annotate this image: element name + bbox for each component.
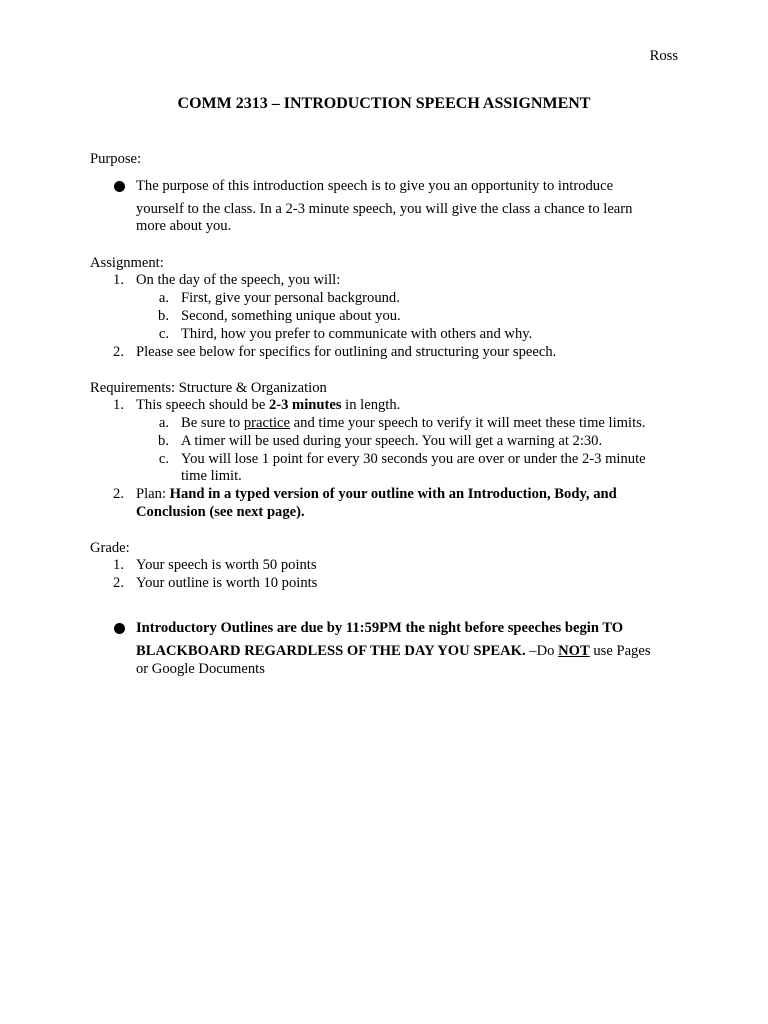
list-item: Please see below for specifics for outlining and structuring your speech.: [136, 344, 557, 360]
list-letter: b.: [158, 433, 169, 449]
grade-heading: Grade:: [90, 540, 130, 556]
list-number: 1.: [113, 397, 124, 413]
document-title: COMM 2313 – INTRODUCTION SPEECH ASSIGNMENT: [177, 95, 591, 112]
text-run: Plan:: [136, 486, 170, 502]
bold-run: 2-3 minutes: [268, 397, 342, 413]
list-number: 2.: [113, 486, 124, 502]
list-letter: a.: [158, 415, 169, 431]
list-number: 1.: [113, 557, 124, 573]
list-item: Second, something unique about you.: [181, 308, 401, 324]
text-run: use Pages: [589, 643, 651, 659]
text-run: Be sure to: [181, 415, 244, 431]
text-run: in length.: [341, 397, 401, 413]
text-run: This speech should be: [136, 397, 269, 413]
list-item: [181, 414, 645, 432]
underlined-run: practice: [243, 415, 291, 431]
list-item: [136, 396, 400, 414]
list-item: Your speech is worth 50 points: [136, 557, 317, 573]
list-item-continued: Conclusion (see next page).: [136, 504, 305, 520]
emphasis-run: NOT: [558, 643, 590, 659]
list-number: 2.: [113, 575, 124, 591]
list-letter: b.: [158, 308, 169, 324]
purpose-text-line: yourself to the class. In a 2-3 minute speech, you will give the class a chance to learn: [136, 201, 633, 217]
purpose-text-line: more about you.: [136, 218, 232, 234]
list-item-continued: time limit.: [181, 468, 242, 484]
list-item: First, give your personal background.: [181, 290, 400, 306]
list-letter: a.: [158, 290, 169, 306]
list-item: You will lose 1 point for every 30 seconds you are over or under the 2-3 minute: [181, 451, 646, 467]
bold-run: BLACKBOARD REGARDLESS OF THE DAY YOU SPEAK.: [136, 643, 526, 659]
purpose-heading: Purpose:: [90, 151, 142, 167]
requirements-heading: Requirements: Structure & Organization: [90, 380, 327, 396]
list-item: Your outline is worth 10 points: [136, 575, 318, 591]
list-item: On the day of the speech, you will:: [136, 272, 341, 288]
note-text-line: or Google Documents: [136, 661, 265, 677]
text-run: –Do: [525, 643, 559, 659]
bold-run: Hand in a typed version of your outline with an Introduction, Body, and: [169, 486, 617, 502]
assignment-heading: Assignment:: [90, 255, 164, 271]
list-item: [136, 485, 617, 503]
note-text-line: Introductory Outlines are due by 11:59PM the night before speeches begin TO: [136, 620, 624, 636]
list-item: A timer will be used during your speech. You will get a warning at 2:30.: [181, 433, 603, 449]
list-number: 2.: [113, 344, 124, 360]
header-author: Ross: [649, 48, 678, 64]
list-number: 1.: [113, 272, 124, 288]
list-letter: c.: [158, 451, 169, 467]
text-run: and time your speech to verify it will meet these time limits.: [290, 415, 646, 431]
bullet-icon: [114, 623, 125, 634]
bullet-icon: [114, 181, 125, 192]
note-text-line: [136, 642, 651, 660]
purpose-text-line: The purpose of this introduction speech is to give you an opportunity to introduce: [136, 178, 614, 194]
list-item: Third, how you prefer to communicate with others and why.: [181, 326, 533, 342]
list-letter: c.: [158, 326, 169, 342]
